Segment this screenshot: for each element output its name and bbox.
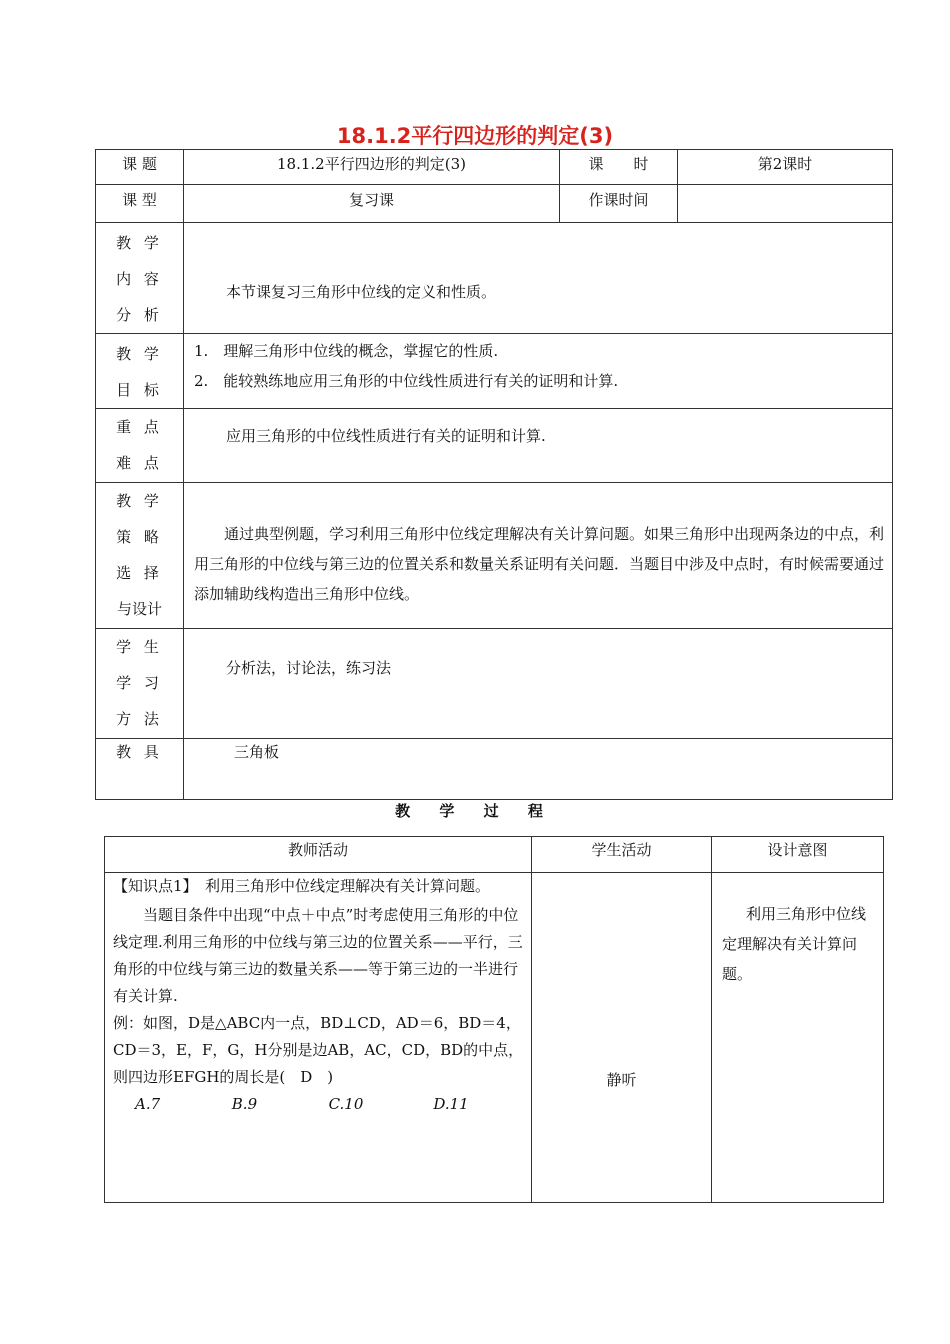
key-value: 应用三角形的中位线性质进行有关的证明和计算. — [184, 409, 893, 483]
teaching-process-table — [104, 836, 884, 1203]
tool-value: 三角板 — [184, 739, 893, 800]
content-value: 本节课复习三角形中位线的定义和性质。 — [184, 223, 893, 334]
topic-label: 课 题 — [96, 150, 184, 185]
content-label-line: 教 学 — [116, 234, 163, 252]
period-value: 第2课时 — [678, 150, 893, 185]
answer-options — [113, 1091, 525, 1118]
method-value: 分析法，讨论法，练习法 — [184, 629, 893, 739]
knowledge-point-heading: 【知识点1】 利用三角形中位线定理解决有关计算问题。 — [113, 877, 491, 895]
method-label-line: 学 生 — [116, 638, 163, 656]
strategy-label-line: 选 择 — [116, 564, 163, 582]
student-activity: 静听 — [532, 873, 712, 1203]
strategy-value: 通过典型例题，学习利用三角形中位线定理解决有关计算问题。如果三角形中出现两条边的中点，利用三角形的中位线与第三边的位置关系和数量关系证明有关问题．当题目中涉及中点时，有时候需要通过添加辅助线构造出三角形中位线。 — [184, 483, 893, 629]
content-label-line: 内 容 — [116, 270, 163, 288]
header-intent: 设计意图 — [712, 837, 884, 873]
key-label-line: 重 点 — [116, 418, 163, 436]
lesson-info-table — [95, 149, 893, 800]
strategy-label — [96, 483, 184, 629]
period-label: 课 时 — [560, 150, 678, 185]
option-b: B.9 — [231, 1095, 258, 1113]
strategy-label-line: 与设计 — [116, 600, 162, 618]
goal-label-line: 教 学 — [116, 345, 163, 363]
time-value — [678, 185, 893, 223]
knowledge-point-text: 当题目条件中出现“中点＋中点”时考虑使用三角形的中位线定理.利用三角形的中位线与第三边的位置关系——平行，三角形的中位线与第三边的数量关系——等于第三边的一半进行有关计算. — [113, 906, 523, 1005]
method-label — [96, 629, 184, 739]
content-label-line: 分 析 — [116, 306, 163, 324]
topic-value: 18.1.2平行四边形的判定(3) — [184, 150, 560, 185]
goal-list — [184, 334, 893, 409]
key-label — [96, 409, 184, 483]
header-teacher: 教师活动 — [105, 837, 532, 873]
strategy-label-line: 策 略 — [116, 528, 163, 546]
goal-item: 2. 能较熟练地应用三角形的中位线性质进行有关的证明和计算. — [194, 372, 619, 390]
process-title: 教 学 过 程 — [395, 802, 555, 820]
example-text: 例：如图，D是△ABC内一点，BD⊥CD，AD＝6，BD＝4，CD＝3，E，F，G，H分别是边AB，AC，CD，BD的中点，则四边形EFGH的周长是( D ) — [113, 1014, 524, 1086]
goal-label — [96, 334, 184, 409]
time-label: 作课时间 — [560, 185, 678, 223]
goal-label-line: 目 标 — [116, 381, 163, 399]
key-label-line: 难 点 — [116, 454, 163, 472]
option-a: A.7 — [135, 1095, 161, 1113]
type-label: 课 型 — [96, 185, 184, 223]
content-label — [96, 223, 184, 334]
option-c: C.10 — [328, 1095, 364, 1113]
teacher-activity — [105, 873, 532, 1203]
goal-item: 1. 理解三角形中位线的概念，掌握它的性质. — [194, 342, 499, 360]
document-title: 18.1.2平行四边形的判定(3) — [336, 124, 614, 148]
header-student: 学生活动 — [532, 837, 712, 873]
strategy-label-line: 教 学 — [116, 492, 163, 510]
method-label-line: 学 习 — [116, 674, 163, 692]
option-d: D.11 — [433, 1095, 469, 1113]
tool-label: 教 具 — [96, 739, 184, 800]
type-value: 复习课 — [184, 185, 560, 223]
method-label-line: 方 法 — [116, 710, 163, 728]
design-intent: 利用三角形中位线定理解决有关计算问题。 — [712, 873, 884, 1203]
